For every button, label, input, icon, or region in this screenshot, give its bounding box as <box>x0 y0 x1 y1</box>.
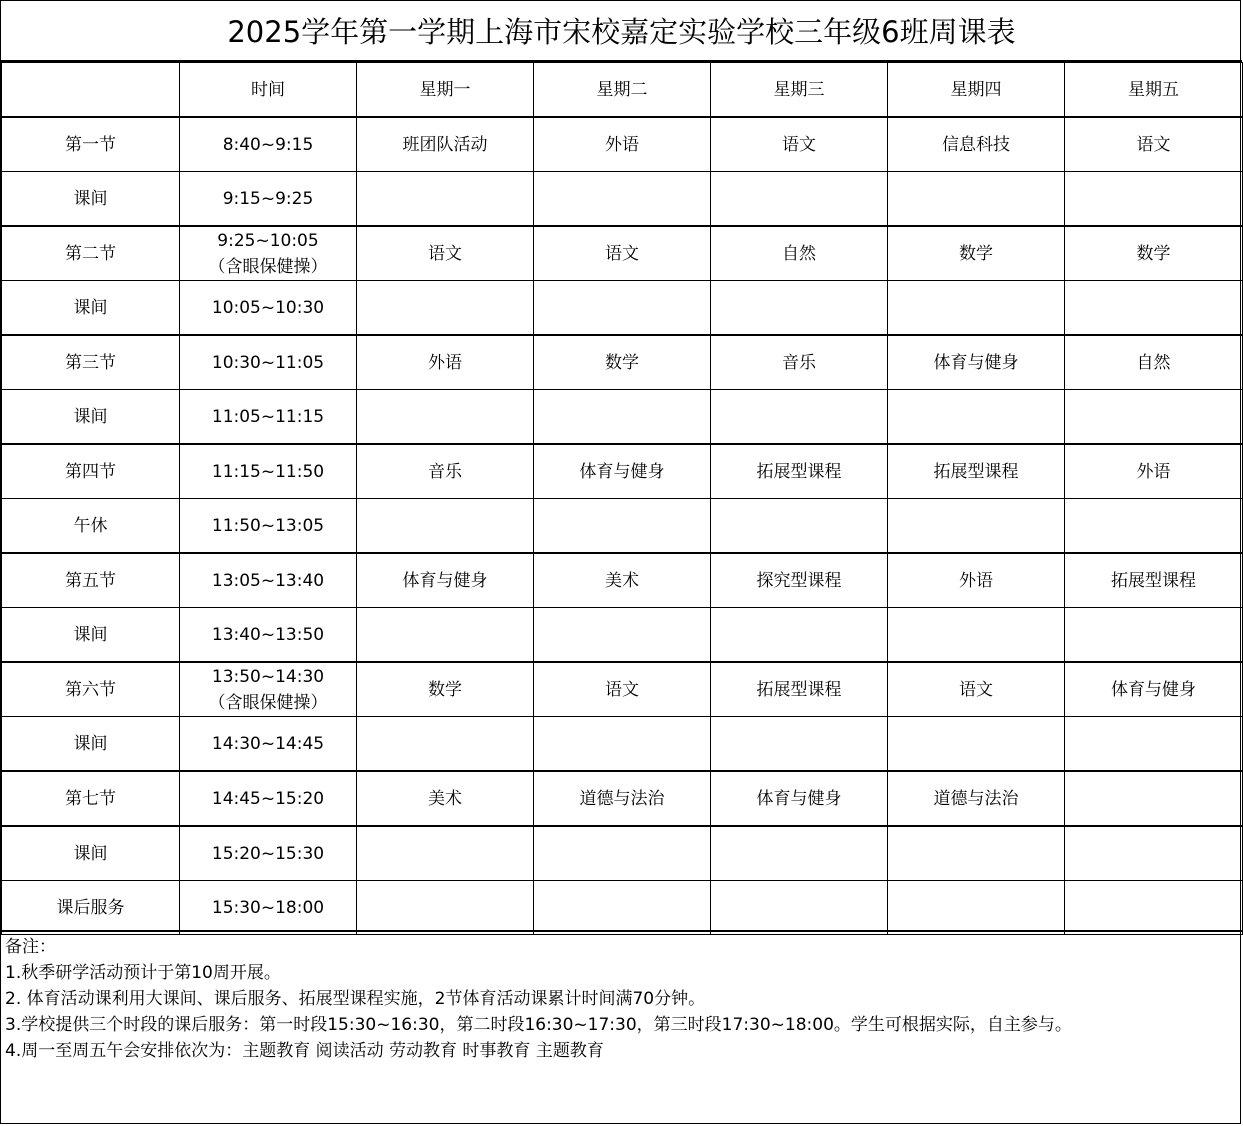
class-cell-thursday: 信息科技 <box>888 117 1065 172</box>
row-label: 课间 <box>2 390 180 445</box>
time-range: 11:15~11:50 <box>211 461 325 482</box>
notes-heading: 备注： <box>5 937 56 957</box>
row-label: 午休 <box>2 499 180 554</box>
notes-section <box>1 930 1242 1125</box>
row-label: 第三节 <box>2 335 180 390</box>
class-cell-tuesday: 语文 <box>534 662 711 717</box>
time-cell <box>180 771 357 826</box>
class-cell-wednesday: 拓展型课程 <box>711 662 888 717</box>
page-title: 2025学年第一学期上海市宋校嘉定实验学校三年级6班周课表 <box>1 1 1242 62</box>
class-cell-friday: 体育与健身 <box>1065 662 1243 717</box>
class-cell-wednesday: 拓展型课程 <box>711 444 888 499</box>
class-cell-thursday <box>888 717 1065 772</box>
class-cell-monday <box>357 172 534 227</box>
header-row <box>2 63 1243 118</box>
class-cell-tuesday <box>534 499 711 554</box>
header-cell-thursday: 星期四 <box>888 63 1065 118</box>
class-cell-monday <box>357 881 534 935</box>
schedule-row <box>2 281 1243 336</box>
class-cell-wednesday <box>711 281 888 336</box>
class-cell-wednesday: 探究型课程 <box>711 553 888 608</box>
schedule-row <box>2 662 1243 717</box>
class-cell-tuesday: 外语 <box>534 117 711 172</box>
class-cell-tuesday <box>534 281 711 336</box>
class-cell-friday <box>1065 881 1243 935</box>
class-cell-monday: 体育与健身 <box>357 553 534 608</box>
row-label: 课间 <box>2 826 180 881</box>
class-cell-tuesday <box>534 608 711 663</box>
class-cell-monday <box>357 608 534 663</box>
time-range: 13:50~14:30 <box>211 666 325 687</box>
class-cell-monday <box>357 717 534 772</box>
class-cell-thursday: 体育与健身 <box>888 335 1065 390</box>
time-range: 9:25~10:05 <box>217 230 319 251</box>
class-cell-wednesday: 音乐 <box>711 335 888 390</box>
class-cell-wednesday <box>711 608 888 663</box>
class-cell-friday <box>1065 717 1243 772</box>
class-cell-wednesday <box>711 390 888 445</box>
class-cell-friday <box>1065 499 1243 554</box>
class-cell-tuesday: 体育与健身 <box>534 444 711 499</box>
time-cell <box>180 226 357 281</box>
note-line: 2. 体育活动课利用大课间、课后服务、拓展型课程实施，2节体育活动课累计时间满70分钟。 <box>5 989 706 1009</box>
time-note: （含眼保健操） <box>208 692 328 713</box>
note-line: 1.秋季研学活动预计于第10周开展。 <box>5 963 281 983</box>
class-cell-wednesday <box>711 717 888 772</box>
header-cell-tuesday: 星期二 <box>534 63 711 118</box>
time-range: 11:05~11:15 <box>211 406 325 427</box>
class-cell-monday <box>357 281 534 336</box>
time-range: 9:15~9:25 <box>222 188 314 209</box>
time-cell <box>180 335 357 390</box>
class-cell-tuesday: 语文 <box>534 226 711 281</box>
header-cell-corner <box>2 63 180 118</box>
time-cell <box>180 608 357 663</box>
class-cell-tuesday: 数学 <box>534 335 711 390</box>
row-label: 第六节 <box>2 662 180 717</box>
class-cell-thursday <box>888 826 1065 881</box>
class-cell-friday: 自然 <box>1065 335 1243 390</box>
schedule-row <box>2 117 1243 172</box>
note-line: 4.周一至周五午会安排依次为：主题教育 阅读活动 劳动教育 时事教育 主题教育 <box>5 1041 604 1061</box>
time-cell <box>180 444 357 499</box>
schedule-row <box>2 226 1243 281</box>
time-range: 8:40~9:15 <box>222 134 314 155</box>
row-label: 课间 <box>2 281 180 336</box>
class-cell-friday <box>1065 608 1243 663</box>
schedule-row <box>2 717 1243 772</box>
time-range: 10:05~10:30 <box>211 297 325 318</box>
class-cell-tuesday: 道德与法治 <box>534 771 711 826</box>
time-range: 15:20~15:30 <box>211 843 325 864</box>
class-cell-monday: 美术 <box>357 771 534 826</box>
time-range: 15:30~18:00 <box>211 897 325 918</box>
header-cell-friday: 星期五 <box>1065 63 1243 118</box>
time-cell <box>180 717 357 772</box>
schedule-row <box>2 608 1243 663</box>
class-cell-tuesday <box>534 390 711 445</box>
schedule-row <box>2 826 1243 881</box>
class-cell-thursday <box>888 608 1065 663</box>
row-label: 第五节 <box>2 553 180 608</box>
class-cell-wednesday <box>711 499 888 554</box>
class-cell-wednesday: 体育与健身 <box>711 771 888 826</box>
class-cell-thursday <box>888 172 1065 227</box>
class-cell-thursday: 数学 <box>888 226 1065 281</box>
schedule-row <box>2 553 1243 608</box>
class-cell-thursday <box>888 499 1065 554</box>
time-cell <box>180 172 357 227</box>
row-label: 课间 <box>2 717 180 772</box>
schedule-row <box>2 771 1243 826</box>
class-cell-friday <box>1065 771 1243 826</box>
time-note: （含眼保健操） <box>208 256 328 277</box>
header-cell-wednesday: 星期三 <box>711 63 888 118</box>
time-cell <box>180 881 357 935</box>
time-range: 13:05~13:40 <box>211 570 325 591</box>
class-cell-wednesday: 语文 <box>711 117 888 172</box>
row-label: 课后服务 <box>2 881 180 935</box>
time-range: 14:45~15:20 <box>211 788 325 809</box>
class-cell-friday: 拓展型课程 <box>1065 553 1243 608</box>
time-range: 14:30~14:45 <box>211 733 325 754</box>
class-cell-friday: 语文 <box>1065 117 1243 172</box>
class-cell-friday: 数学 <box>1065 226 1243 281</box>
schedule-row <box>2 444 1243 499</box>
time-range: 13:40~13:50 <box>211 624 325 645</box>
time-cell <box>180 390 357 445</box>
row-label: 第七节 <box>2 771 180 826</box>
class-cell-wednesday: 自然 <box>711 226 888 281</box>
row-label: 课间 <box>2 172 180 227</box>
row-label: 第四节 <box>2 444 180 499</box>
class-cell-monday: 班团队活动 <box>357 117 534 172</box>
class-cell-thursday: 语文 <box>888 662 1065 717</box>
class-cell-tuesday <box>534 172 711 227</box>
time-cell <box>180 826 357 881</box>
schedule-row <box>2 172 1243 227</box>
class-cell-friday <box>1065 281 1243 336</box>
class-cell-tuesday <box>534 881 711 935</box>
class-cell-monday: 外语 <box>357 335 534 390</box>
time-cell <box>180 281 357 336</box>
header-cell-time: 时间 <box>180 63 357 118</box>
schedule-row <box>2 499 1243 554</box>
class-cell-friday <box>1065 826 1243 881</box>
class-cell-wednesday <box>711 881 888 935</box>
row-label: 第一节 <box>2 117 180 172</box>
class-cell-thursday: 外语 <box>888 553 1065 608</box>
row-label: 第二节 <box>2 226 180 281</box>
class-cell-friday <box>1065 390 1243 445</box>
class-cell-monday <box>357 499 534 554</box>
class-cell-thursday <box>888 390 1065 445</box>
class-cell-monday <box>357 826 534 881</box>
time-cell <box>180 499 357 554</box>
time-range: 10:30~11:05 <box>211 352 325 373</box>
schedule-row <box>2 881 1243 935</box>
timetable <box>1 62 1243 935</box>
class-cell-monday <box>357 390 534 445</box>
class-cell-monday: 音乐 <box>357 444 534 499</box>
time-range: 11:50~13:05 <box>211 515 325 536</box>
header-cell-monday: 星期一 <box>357 63 534 118</box>
class-cell-monday: 数学 <box>357 662 534 717</box>
class-cell-tuesday: 美术 <box>534 553 711 608</box>
class-cell-wednesday <box>711 172 888 227</box>
schedule-row <box>2 335 1243 390</box>
time-cell <box>180 553 357 608</box>
class-cell-wednesday <box>711 826 888 881</box>
class-cell-thursday: 拓展型课程 <box>888 444 1065 499</box>
class-cell-thursday <box>888 281 1065 336</box>
class-cell-friday <box>1065 172 1243 227</box>
time-cell <box>180 117 357 172</box>
class-cell-monday: 语文 <box>357 226 534 281</box>
class-cell-friday: 外语 <box>1065 444 1243 499</box>
class-cell-tuesday <box>534 826 711 881</box>
class-cell-thursday <box>888 881 1065 935</box>
row-label: 课间 <box>2 608 180 663</box>
time-cell <box>180 662 357 717</box>
class-cell-tuesday <box>534 717 711 772</box>
class-cell-thursday: 道德与法治 <box>888 771 1065 826</box>
schedule-row <box>2 390 1243 445</box>
note-line: 3.学校提供三个时段的课后服务：第一时段15:30~16:30，第二时段16:30~17:30，第三时段17:30~18:00。学生可根据实际，自主参与。 <box>5 1015 1072 1035</box>
